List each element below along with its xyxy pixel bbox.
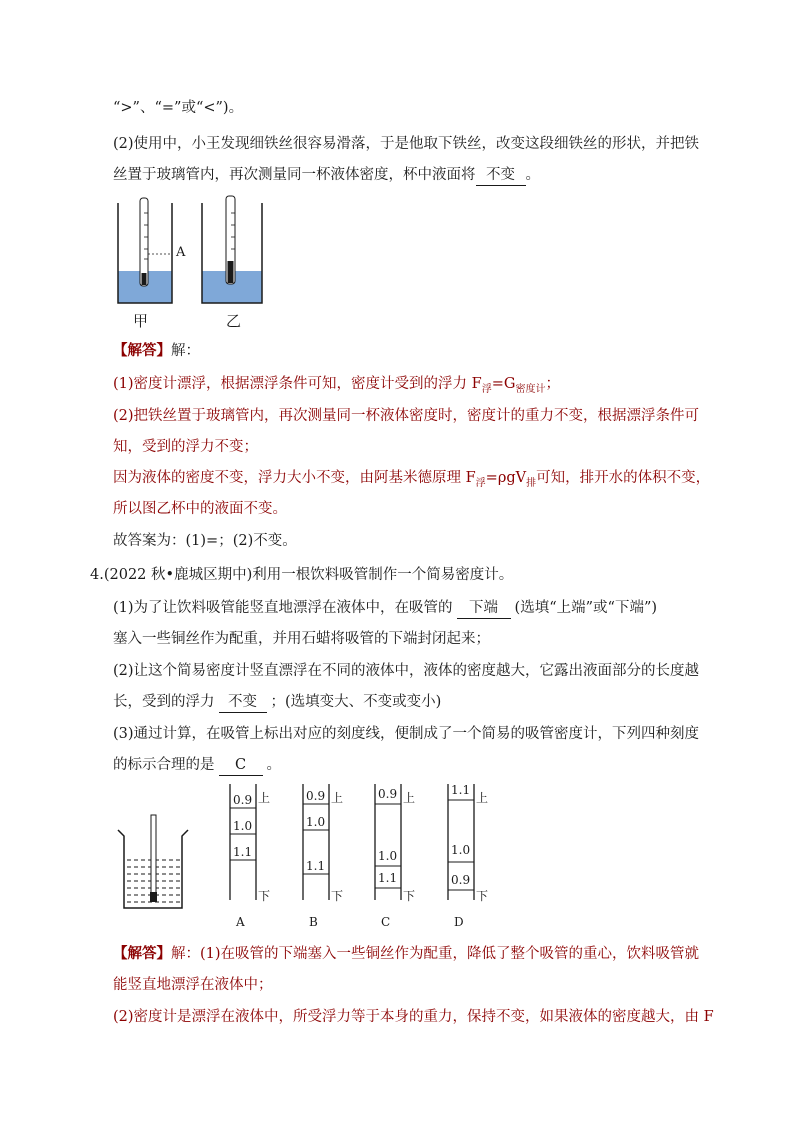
weight-yi: [228, 261, 234, 283]
scale-C-letter: C: [381, 915, 391, 929]
answer-conclusion: 故答案为：(1)=；(2)不变。: [113, 533, 297, 549]
beakers-svg: [115, 193, 275, 311]
scale-B-tick-label: 1.1: [306, 859, 326, 873]
scale-D-letter: D: [454, 915, 464, 929]
label-a: A: [176, 245, 186, 260]
question4-intro: 4.(2022 秋•鹿城区期中)利用一根饮料吸管制作一个简易密度计。: [90, 567, 514, 583]
answer4-p2-line1: (2)密度计是漂浮在液体中，所受浮力等于本身的重力，保持不变，如果液体的密度越大，由 F: [113, 1009, 714, 1025]
question4-q2-line1: (2)让这个简易密度计竖直漂浮在不同的液体中，液体的密度越大，它露出液面部分的长度越: [113, 663, 700, 679]
beaker-with-straw: [118, 815, 188, 908]
scale-C-top-label: 上: [403, 791, 416, 805]
answer-blank: 不变: [476, 165, 526, 186]
question4-q3-line1: (3)通过计算，在吸管上标出对应的刻度线，便制成了一个简易的吸管密度计，下列四种刻度: [113, 726, 700, 742]
straw-scales-svg: [110, 780, 510, 935]
figure-straw-scales: [110, 780, 510, 939]
answer4-p1-line2: 能竖直地漂浮在液体中；: [113, 977, 273, 993]
scale-C-bottom-label: 下: [403, 889, 416, 903]
scale-A-tick-label: 0.9: [233, 793, 253, 807]
scale-A-letter: A: [236, 915, 245, 929]
scale-A-tick-label: 1.1: [233, 845, 253, 859]
answer-heading: 【解答】解：: [113, 342, 200, 359]
question4-q2-line2: 长，受到的浮力 不变 ；(选填变大、不变或变小): [113, 692, 441, 713]
question4-q3-line2: 的标示合理的是 C 。: [113, 755, 281, 776]
scale-B-tick-label: 0.9: [306, 789, 326, 803]
scale-B-letter: B: [309, 915, 318, 929]
answer-p1: (1)密度计漂浮，根据漂浮条件可知，密度计受到的浮力 $F_浮=G_{密度计}$；: [113, 376, 560, 395]
scale-C-tick-label: 0.9: [378, 787, 398, 801]
answer-p2-line1: (2)把铁丝置于玻璃管内，再次测量同一杯液体密度时，密度计的重力不变，根据漂浮条件可: [113, 408, 700, 424]
scale-D-tick-label: 0.9: [451, 873, 471, 887]
caption-yi: 乙: [226, 312, 242, 330]
answer4-p1-line1: 【解答】解：(1)在吸管的下端塞入一些铜丝作为配重，降低了整个吸管的重心，饮料吸管就: [113, 945, 700, 962]
scale-B-tick-label: 1.0: [306, 815, 326, 829]
question-fragment: “>”、“=”或“<”)。: [113, 100, 244, 116]
answer-blank-q1: 下端: [457, 598, 511, 619]
question-part2-line1: (2)使用中，小王发现细铁丝很容易滑落，于是他取下铁丝，改变这段细铁丝的形状，并把铁: [113, 136, 700, 152]
scale-A-bottom-label: 下: [258, 889, 271, 903]
scale-C-tick-label: 1.0: [378, 849, 398, 863]
answer-blank-q2: 不变: [219, 692, 267, 713]
question4-q1-line1: (1)为了让饮料吸管能竖直地漂浮在液体中，在吸管的 下端 (选填“上端”或“下端”): [113, 598, 657, 619]
scale-C-tick-label: 1.1: [378, 871, 398, 885]
scale-B-top-label: 上: [331, 791, 344, 805]
scale-D-bottom-label: 下: [476, 889, 489, 903]
answer-p3-line1: 因为液体的密度不变，浮力大小不变，由阿基米德原理 $F_浮=\rho gV_排$可知，排开水的体积不变，: [113, 470, 711, 489]
scale-D-tick-label: 1.1: [451, 783, 471, 797]
scale-B-bottom-label: 下: [331, 889, 344, 903]
scale-A-top-label: 上: [258, 791, 271, 805]
weight-jia: [142, 273, 147, 285]
tube-jia: [140, 198, 148, 286]
question-part2-line2: 丝置于玻璃管内，再次测量同一杯液体密度，杯中液面将 不变 。: [113, 165, 540, 186]
answer-p2-line2: 知，受到的浮力不变；: [113, 439, 258, 455]
scale-A-tick-label: 1.0: [233, 819, 253, 833]
caption-jia: 甲: [133, 312, 149, 330]
question4-q1-line2: 塞入一些铜丝作为配重，并用石蜡将吸管的下端封闭起来；: [113, 631, 490, 647]
answer-blank-q3: C: [219, 755, 263, 776]
scale-D-top-label: 上: [476, 791, 489, 805]
figure-hydrometer-beakers: [115, 193, 275, 315]
answer-p3-line2: 所以图乙杯中的液面不变。: [113, 501, 287, 517]
scale-D-tick-label: 1.0: [451, 843, 471, 857]
